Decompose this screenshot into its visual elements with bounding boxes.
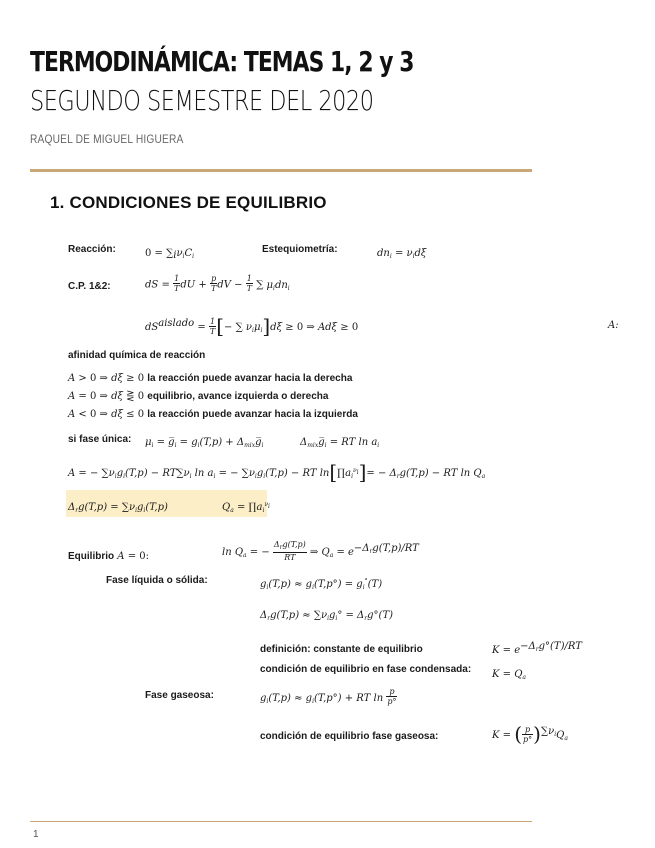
- label-cond-gaseosa: condición de equilibrio fase gaseosa:: [260, 731, 439, 742]
- eq-drg-estandar: $\Delta_rg(T,p) \approx \sum\nu_ig_i^\circ = \Delta_rg^\circ(T)$: [260, 610, 394, 622]
- label-cp: C.P. 1&2:: [68, 281, 111, 292]
- eq-mezcla: $\Delta_{mix}g̅_i$ = RT $\ln a_i$: [300, 437, 380, 449]
- section-heading: 1. CONDICIONES DE EQUILIBRIO: [50, 193, 327, 212]
- page-number: 1: [33, 829, 39, 840]
- eq-k-condensada: $K = Q_a$: [492, 669, 526, 681]
- label-fase-unica: si fase única:: [68, 434, 132, 445]
- eq-drg: $\Delta_rg(T,p) = \sum\nu_ig_i(T,p)$: [68, 502, 168, 514]
- eq-potencial-quimico: $\mu_i$ = $g̅_i = g_i(T,p)$ + $\Delta_{mix}g̅_i$: [145, 437, 264, 449]
- footer-rule: [30, 821, 532, 822]
- eq-k-def: $K = e^{-\Delta_rg^\circ(T)/RT}$: [492, 641, 582, 656]
- author-name: RAQUEL DE MIGUEL HIGUERA: [30, 132, 184, 146]
- header-rule: [30, 169, 532, 172]
- label-fase-gaseosa: Fase gaseosa:: [145, 690, 214, 701]
- eq-qa: $Q_a$ = $\prod a_i^{\nu_i}$: [222, 501, 270, 514]
- afinidad-cero: A = 0 ⇒ dξ ⋛ 0 equilibrio, avance izquierda o derecha: [68, 391, 329, 402]
- label-fase-liquida: Fase líquida o sólida:: [106, 575, 208, 586]
- label-reaccion: Reacción:: [68, 244, 116, 255]
- eq-estequiometria: $dn_i = \nu_id\xi$: [377, 248, 427, 260]
- eq-reaccion: $0 = \sum_i\nu_iC_i$: [145, 248, 195, 261]
- label-equilibrio: Equilibrio A = 0:: [68, 551, 149, 562]
- label-cond-condensada: condición de equilibrio en fase condensada:: [260, 664, 472, 675]
- afinidad-negativa: A < 0 ⇒ dξ ≤ 0 la reacción puede avanzar hacia la izquierda: [68, 409, 358, 420]
- eq-gi-condensada: $g_i(T,p) \approx g_i(T,p^\circ) = g_i^\circ(T)$: [260, 578, 383, 591]
- margin-note: A:: [608, 320, 619, 331]
- label-def-constante: definición: constante de equilibrio: [260, 644, 423, 655]
- eq-ln-qa: $\ln Q_a$ = − $\frac{\Delta_rg(T,p)}{RT}$ ⇒ $Q_a = e^{-\Delta_rg(T,p)/RT}$: [222, 540, 419, 562]
- eq-gi-gaseosa: $g_i(T,p) \approx g_i(T,p^\circ)$ + RT ln $\frac{p}{p^\circ}$: [260, 687, 397, 706]
- eq-ds-aislado: $dS^{aislado}$ = $\frac{1}{T}$ [− ∑ $\nu_i\mu_i]d\xi \ge 0$ ⇒ Adξ ≥ 0: [145, 314, 359, 338]
- eq-k-gaseosa: K = ( $\frac{p}{p^\circ}$ )$^{\sum\nu_i}Q_a$: [492, 722, 568, 746]
- label-afinidad: afinidad química de reacción: [68, 350, 206, 361]
- document-subtitle: SEGUNDO SEMESTRE DEL 2020: [30, 84, 374, 117]
- label-estequiometria: Estequiometría:: [262, 244, 338, 255]
- afinidad-positiva: A > 0 ⇒ dξ ≥ 0 la reacción puede avanzar hacia la derecha: [68, 373, 353, 384]
- eq-ds: dS = $\frac{1}{T}$ dU + $\frac{p}{T}$ dV − $\frac{1}{T}$ ∑ $\mu_idn_i$: [145, 274, 290, 293]
- document-title: TERMODINÁMICA: TEMAS 1, 2 y 3: [30, 45, 414, 78]
- eq-afinidad-desarrollo: A = − $\sum\nu_ig_i(T,p) - RT\sum\nu_i$ $\ln a_i$ = − $\sum\nu_ig_i(T,p)$ − RT $\ln[\prod a_i^{\nu_i}]= - \Delta_rg(T,p)$ − RT $\ln Q_a$: [68, 460, 486, 484]
